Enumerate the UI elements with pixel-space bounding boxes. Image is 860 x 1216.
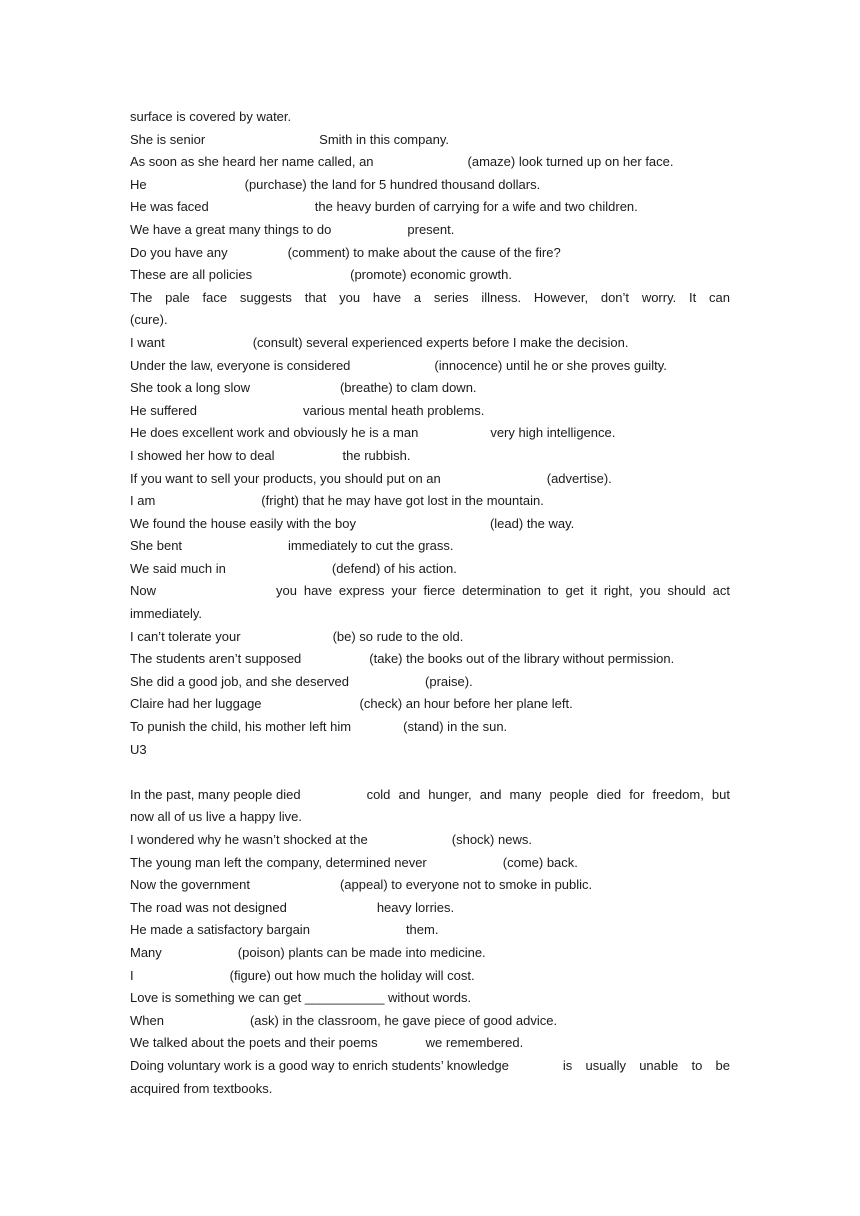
- line-text: (shock) news.: [451, 832, 532, 847]
- line-text: (come) back.: [502, 854, 578, 870]
- line-text: (innocence) until he or she proves guilty.: [434, 357, 667, 373]
- line-text: (lead) the way.: [489, 515, 575, 531]
- exercise-line: [130, 490, 730, 513]
- line-text: (appeal) to everyone not to smoke in public.: [339, 877, 593, 893]
- line-lead: [130, 580, 276, 603]
- line-text: Do you have any: [130, 244, 228, 260]
- line-text: (purchase) the land for 5 hundred thousand dollars.: [244, 176, 541, 192]
- exercise-line: [130, 174, 730, 197]
- line-text: She took a long slow: [130, 380, 250, 396]
- exercise-line: [130, 535, 730, 558]
- line-text: (cure).: [130, 312, 168, 328]
- exercise-line: [130, 987, 730, 1010]
- line-text: (promote) economic growth.: [350, 267, 512, 283]
- exercise-line: [130, 400, 730, 423]
- exercise-line: [130, 716, 730, 739]
- line-text: We found the house easily with the boy: [130, 515, 356, 531]
- line-text: (check) an hour before her plane left.: [359, 696, 573, 712]
- line-text: is usually unable to be: [562, 1057, 730, 1073]
- line-text: now all of us live a happy live.: [130, 809, 302, 825]
- line-text: We talked about the poets and their poems: [130, 1035, 378, 1051]
- exercise-line: [130, 151, 730, 174]
- line-text: If you want to sell your products, you should put on an: [130, 470, 441, 486]
- line-text: Smith in this company.: [319, 131, 449, 147]
- line-text: cold and hunger, and many people died for freedom, but: [366, 786, 730, 802]
- exercise-line: [130, 106, 730, 129]
- exercise-line: [130, 468, 730, 491]
- line-text: These are all policies: [130, 267, 253, 283]
- exercise-line: [130, 355, 730, 378]
- line-text: surface is covered by water.: [130, 109, 292, 124]
- exercise-document: [130, 106, 730, 1100]
- line-text: He made a satisfactory bargain: [130, 922, 310, 938]
- line-text: heavy lorries.: [376, 899, 455, 915]
- line-text: I want: [130, 334, 165, 350]
- line-text: She bent: [130, 538, 183, 554]
- line-text: Doing voluntary work is a good way to enrich students’ knowledge: [130, 1057, 509, 1073]
- exercise-line: [130, 242, 730, 265]
- line-text: (comment) to make about the cause of the fire?: [287, 244, 561, 260]
- exercise-line: [130, 129, 730, 152]
- line-text: I: [130, 967, 134, 983]
- exercise-line: [130, 829, 730, 852]
- exercise-line: [130, 377, 730, 400]
- line-text: I wondered why he wasn’t shocked at the: [130, 832, 368, 847]
- exercise-line: [130, 693, 730, 716]
- line-text: acquired from textbooks.: [130, 1080, 273, 1096]
- line-text: Now: [130, 583, 157, 599]
- line-text: present.: [407, 221, 455, 237]
- line-text: immediately to cut the grass.: [288, 538, 454, 554]
- line-text: He was faced: [130, 199, 209, 215]
- line-text: very high intelligence.: [490, 425, 616, 441]
- line-text: Claire had her luggage: [130, 696, 262, 712]
- line-text: The road was not designed: [130, 899, 287, 915]
- line-text: (consult) several experienced experts before I make the decision.: [252, 334, 629, 350]
- line-text: we remembered.: [425, 1035, 524, 1051]
- line-text: (amaze) look turned up on her face.: [467, 154, 674, 170]
- line-text: We said much in: [130, 560, 226, 576]
- line-text: (figure) out how much the holiday will cost.: [229, 967, 475, 983]
- line-lead: [130, 784, 367, 807]
- line-text: The young man left the company, determined never: [130, 854, 427, 870]
- line-text: (take) the books out of the library without permission.: [369, 651, 675, 667]
- exercise-line: [130, 626, 730, 649]
- exercise-line: [130, 671, 730, 694]
- line-text: In the past, many people died: [130, 786, 301, 802]
- exercise-line: [130, 874, 730, 897]
- exercise-line: [130, 919, 730, 942]
- exercise-line: [130, 580, 730, 603]
- exercise-line: [130, 264, 730, 287]
- line-text: (poison) plants can be made into medicine.: [237, 944, 486, 960]
- line-text: As soon as she heard her name called, an: [130, 154, 374, 170]
- exercise-line: [130, 648, 730, 671]
- exercise-line: [130, 965, 730, 988]
- line-text: U3: [130, 741, 147, 757]
- line-text: them.: [405, 922, 439, 938]
- exercise-line: [130, 1078, 730, 1101]
- exercise-line: [130, 1010, 730, 1033]
- line-text: (praise).: [425, 673, 473, 689]
- exercise-line: [130, 806, 730, 829]
- exercise-line: [130, 603, 730, 626]
- exercise-line: [130, 1055, 730, 1078]
- line-text: She did a good job, and she deserved: [130, 673, 350, 689]
- exercise-line: [130, 558, 730, 581]
- line-text: immediately.: [130, 606, 203, 622]
- line-text: When: [130, 1012, 164, 1028]
- line-text: (advertise).: [546, 470, 612, 486]
- exercise-line: [130, 219, 730, 242]
- exercise-line: [130, 942, 730, 965]
- exercise-line: [130, 332, 730, 355]
- line-text: the rubbish.: [342, 447, 411, 463]
- line-text: Many: [130, 944, 162, 960]
- line-text: The students aren’t supposed: [130, 651, 302, 667]
- exercise-line: [130, 196, 730, 219]
- line-text: She is senior: [130, 131, 206, 147]
- line-text: Under the law, everyone is considered: [130, 357, 351, 373]
- line-text: (ask) in the classroom, he gave piece of good advice.: [249, 1012, 558, 1028]
- line-text: I can’t tolerate your: [130, 628, 241, 644]
- line-text: (fright) that he may have got lost in the mountain.: [261, 493, 544, 509]
- exercise-line: [130, 897, 730, 920]
- line-text: the heavy burden of carrying for a wife and two children.: [314, 199, 638, 215]
- exercise-line: [130, 309, 730, 332]
- line-text: The pale face suggests that you have a series illness. However, don’t worry. It can: [130, 289, 730, 305]
- exercise-line: [130, 422, 730, 445]
- line-text: To punish the child, his mother left him: [130, 719, 352, 735]
- line-text: I showed her how to deal: [130, 447, 275, 463]
- line-text: Now the government: [130, 877, 250, 893]
- exercise-line: [130, 445, 730, 468]
- line-text: (breathe) to clam down.: [339, 380, 477, 396]
- line-text: We have a great many things to do: [130, 221, 332, 237]
- exercise-line: [130, 1032, 730, 1055]
- line-text: He does excellent work and obviously he is a man: [130, 425, 419, 441]
- exercise-line: [130, 852, 730, 875]
- line-text: He: [130, 176, 147, 192]
- line-text: Love is something we can get ___________ without words.: [130, 990, 472, 1006]
- section-spacer: [130, 761, 730, 784]
- line-text: I am: [130, 493, 156, 509]
- line-text: (be) so rude to the old.: [332, 628, 464, 644]
- line-text: you have express your fierce determination to get it right, you should act: [276, 583, 730, 599]
- exercise-line: [130, 287, 730, 310]
- line-text: (defend) of his action.: [331, 560, 457, 576]
- line-text: various mental heath problems.: [302, 402, 485, 418]
- line-lead: [130, 1055, 563, 1078]
- exercise-line: [130, 739, 730, 762]
- exercise-line: [130, 784, 730, 807]
- line-text: He suffered: [130, 402, 197, 418]
- line-text: (stand) in the sun.: [403, 719, 508, 735]
- exercise-line: [130, 513, 730, 536]
